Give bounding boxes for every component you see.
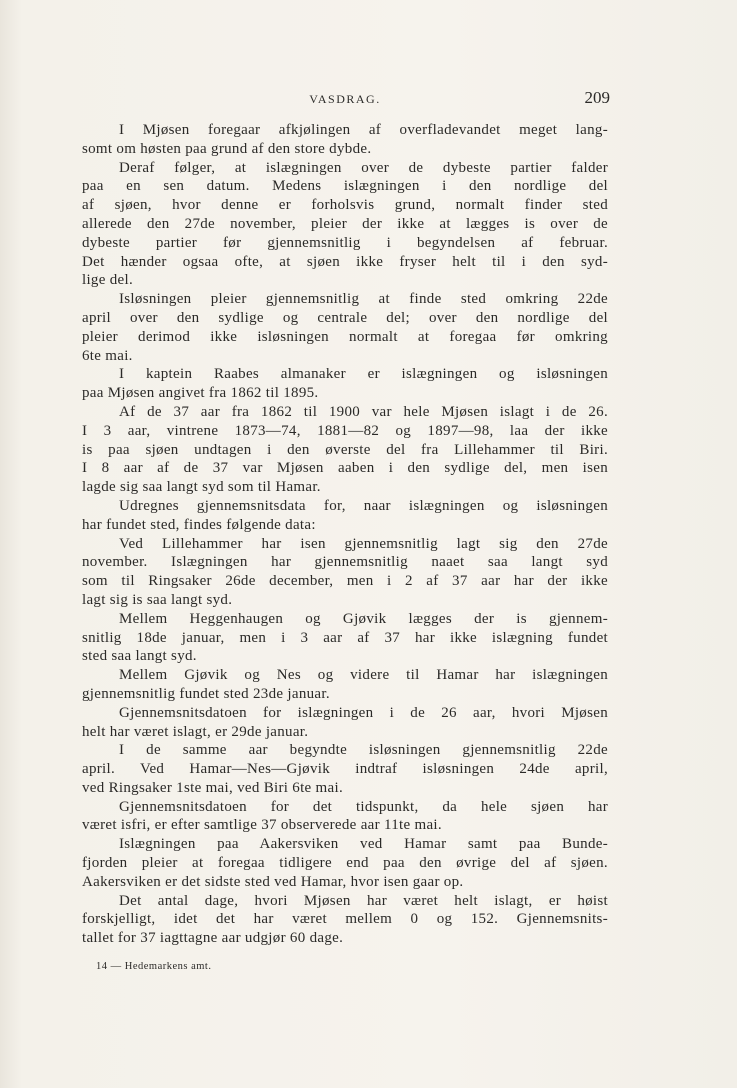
text-line: snitlig 18de januar, men i 3 aar af 37 har ikke islægning fundet xyxy=(82,629,608,646)
text-line: pleier derimod ikke isløsningen normalt at foregaa før omkring xyxy=(82,328,608,345)
page-header xyxy=(80,88,610,110)
text-line: paa Mjøsen angivet fra 1862 til 1895. xyxy=(82,385,319,402)
body-text xyxy=(82,121,608,948)
text-line: paa en sen datum. Medens islægningen i den nordlige del xyxy=(82,178,608,195)
text-line: allerede den 27de november, pleier der ikke at lægges is over de xyxy=(82,215,608,232)
text-line: Gjennemsnitsdatoen for islægningen i de 26 aar, hvori Mjøsen xyxy=(119,704,608,721)
text-line: tallet for 37 iagttagne aar udgjør 60 dage. xyxy=(82,930,344,947)
text-line: ved Ringsaker 1ste mai, ved Biri 6te mai. xyxy=(82,779,343,796)
text-line: lige del. xyxy=(82,272,134,289)
printer-signature: 14 — Hedemarkens amt. xyxy=(96,961,212,972)
text-line: Det hænder ogsaa ofte, at sjøen ikke fryser helt til i den syd- xyxy=(82,253,608,270)
text-line: Islægningen paa Aakersviken ved Hamar samt paa Bunde- xyxy=(119,836,608,853)
paragraph xyxy=(82,741,608,797)
paragraph xyxy=(82,121,608,159)
text-line: Af de 37 aar fra 1862 til 1900 var hele Mjøsen islagt i de 26. xyxy=(119,403,608,420)
text-line: Udregnes gjennemsnitsdata for, naar islægningen og isløsningen xyxy=(119,497,608,514)
text-line: Det antal dage, hvori Mjøsen har været helt islagt, er høist xyxy=(119,892,608,909)
text-line: april. Ved Hamar—Nes—Gjøvik indtraf isløsningen 24de april, xyxy=(82,761,608,778)
text-line: I kaptein Raabes almanaker er islægningen og isløsningen xyxy=(119,366,608,383)
text-line: sted saa langt syd. xyxy=(82,648,197,665)
text-line: Ved Lillehammer har isen gjennemsnitlig lagt sig den 27de xyxy=(119,535,608,552)
text-line: lagt sig is saa langt syd. xyxy=(82,591,233,608)
text-line: april over den sydlige og centrale del; over den nordlige del xyxy=(82,309,608,326)
text-line: af sjøen, hvor denne er forholsvis grund, normalt finder sted xyxy=(82,197,608,214)
paragraph xyxy=(82,403,608,497)
text-line: I de samme aar begyndte isløsningen gjennemsnitlig 22de xyxy=(119,742,608,759)
paragraph xyxy=(82,290,608,365)
page-number: 209 xyxy=(584,88,610,107)
paragraph xyxy=(82,704,608,742)
text-line: som til Ringsaker 26de december, men i 2 af 37 aar har der ikke xyxy=(82,573,608,590)
text-line: Mellem Gjøvik og Nes og videre til Hamar har islægningen xyxy=(119,667,608,684)
text-line: gjennemsnitlig fundet sted 23de januar. xyxy=(82,685,330,702)
text-line: somt om høsten paa grund af den store dybde. xyxy=(82,140,372,157)
text-line: Gjennemsnitsdatoen for det tidspunkt, da hele sjøen har xyxy=(119,798,608,815)
paragraph xyxy=(82,835,608,891)
running-title: VASDRAG. xyxy=(309,92,381,106)
text-line: is paa sjøen undtagen i den øverste del fra Lillehammer til Biri. xyxy=(82,441,608,458)
paragraph xyxy=(82,535,608,610)
text-line: I 8 aar af de 37 var Mjøsen aaben i den sydlige del, men isen xyxy=(82,460,608,477)
text-line: har fundet sted, findes følgende data: xyxy=(82,516,316,533)
text-line: Mellem Heggenhaugen og Gjøvik lægges der is gjennem- xyxy=(119,610,608,627)
text-line: helt har været islagt, er 29de januar. xyxy=(82,723,309,740)
text-line: dybeste partier før gjennemsnitlig i begyndelsen af februar. xyxy=(82,234,608,251)
text-line: 6te mai. xyxy=(82,347,133,364)
text-line: fjorden pleier at foregaa tidligere end paa den øvrige del af sjøen. xyxy=(82,855,608,872)
paragraph xyxy=(82,159,608,291)
paragraph xyxy=(82,892,608,948)
text-line: I 3 aar, vintrene 1873—74, 1881—82 og 1897—98, laa der ikke xyxy=(82,422,608,439)
text-line: november. Islægningen har gjennemsnitlig naaet saa langt syd xyxy=(82,554,608,571)
paragraph xyxy=(82,365,608,403)
text-line: forskjelligt, idet det har været mellem 0 og 152. Gjennemsnits- xyxy=(82,911,608,928)
text-line: Isløsningen pleier gjennemsnitlig at finde sted omkring 22de xyxy=(119,291,608,308)
text-line: lagde sig saa langt syd som til Hamar. xyxy=(82,479,321,496)
paragraph xyxy=(82,610,608,666)
paragraph xyxy=(82,798,608,836)
paragraph xyxy=(82,497,608,535)
text-line: været isfri, er efter samtlige 37 observerede aar 11te mai. xyxy=(82,817,442,834)
text-line: Deraf følger, at islægningen over de dybeste partier falder xyxy=(119,159,608,176)
text-line: Aakersviken er det sidste sted ved Hamar, hvor isen gaar op. xyxy=(82,873,464,890)
text-line: I Mjøsen foregaar afkjølingen af overfladevandet meget lang- xyxy=(119,122,608,138)
paragraph xyxy=(82,666,608,704)
